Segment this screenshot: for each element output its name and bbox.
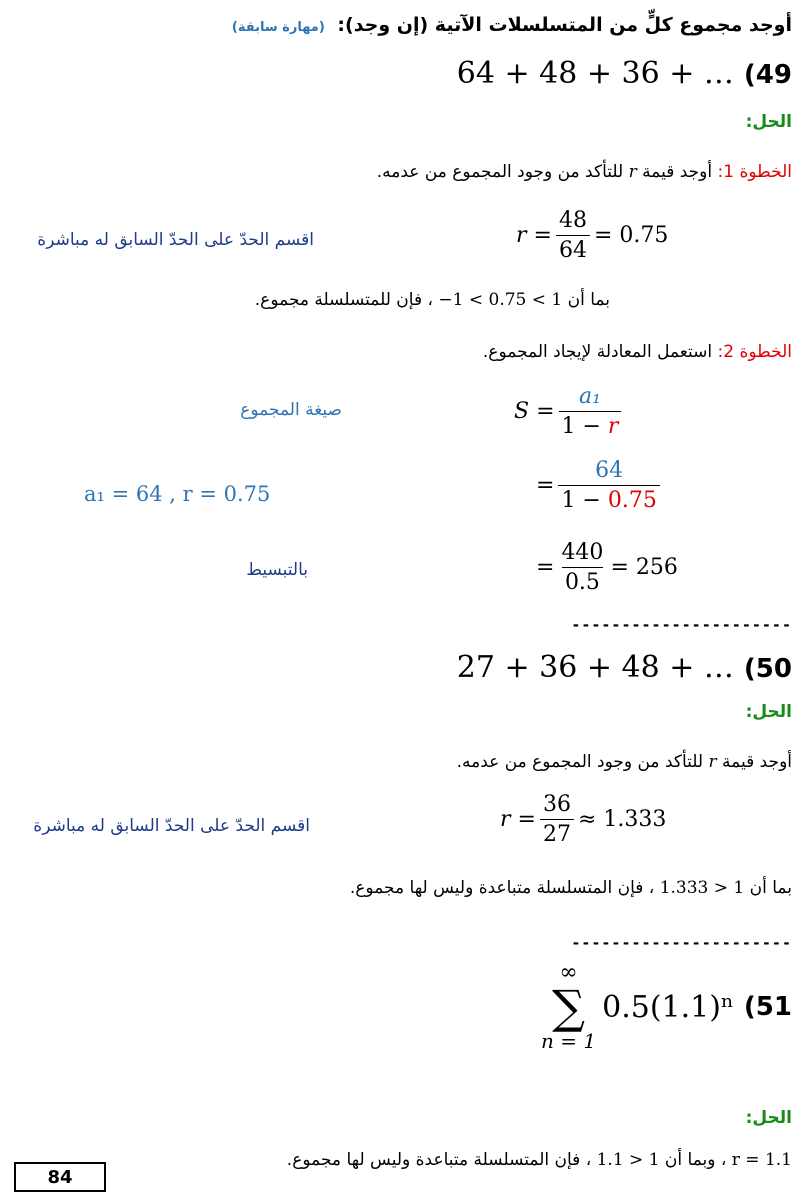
heading-text: أوجد مجموع كلٍّ من المتسلسلات الآتية (إن وجد): [337,14,792,36]
s-denominator [559,411,622,439]
p50-r-numerator: 36 [542,792,571,817]
problem-50-solution-label: الحل: [745,702,792,722]
sigma-notation [541,962,596,1052]
s-lhs: S = [514,399,555,424]
p51-after: ، فإن المتسلسلة متباعدة وليس لها مجموع. [286,1150,592,1170]
p50-intro-variable: r [708,752,717,772]
sigma-symbol: ∑ [552,980,585,1034]
p50-cond-before: بما أن [749,878,792,898]
problem-50-series [457,650,792,685]
exercise-heading [232,14,792,36]
step1-variable: r [628,162,637,182]
substitution: = $\frac{64}{1 - 0.75}$ [536,458,664,513]
prior-skill-tag: (مهارة سابقة) [231,20,325,35]
p50-cond-math: 1.333 > 1 [659,878,745,898]
sigma-lower-limit: n = 1 [541,1029,597,1053]
step1-before: أوجد قيمة [642,162,713,182]
step2-text: استعمل المعادلة لإيجاد المجموع. [482,342,713,362]
s-den-one: 1 − [561,414,608,439]
r-fraction [556,208,590,263]
p50-intro-after: للتأكد من وجود المجموع من عدمه. [456,752,704,772]
p50-r-fraction [540,792,574,847]
divider-2: ---------------------- [571,934,792,952]
sub-den-one: 1 − [561,488,608,513]
problem-49-solution-label: الحل: [745,112,792,132]
problem-49-number: (49 [743,60,792,90]
sigma-upper-limit: ∞ [559,960,578,985]
p51-cond-math: 1.1 > 1 [596,1150,660,1170]
page-number: 84 [47,1166,73,1188]
simp-rhs: = 256 [610,555,678,580]
p50-r-denominator: 27 [540,819,574,847]
problem-50-number: (50 [743,654,792,684]
sub-denominator [558,485,659,513]
simp-denominator: 0.5 [562,567,603,595]
cond-after: ، فإن للمتسلسلة مجموع. [254,290,433,310]
problem-50-r-note: اقسم الحدّ على الحدّ السابق له مباشرة [33,816,310,836]
cond-before: بما أن [567,290,610,310]
s-fraction [559,384,622,439]
s-den-r: r [607,414,619,439]
cond-math: −1 < 0.75 < 1 [438,290,563,310]
problem-51-solution-label: الحل: [745,1108,792,1128]
sub-fraction [558,458,659,513]
substitution-note: a₁ = 64 , r = 0.75 [84,482,271,506]
simplification-note: بالتبسيط [246,560,308,580]
step1-label: الخطوة 1: [717,162,792,182]
sub-numerator: 64 [595,458,624,483]
sub-den-r: 0.75 [607,488,657,513]
problem-50-expression: 27 + 36 + 48 + … [456,650,734,685]
problem-49-condition [255,290,610,310]
problem-50-condition [350,878,792,898]
p50-r-rhs: ≈ 1.333 [577,807,667,832]
problem-51-number: (51 [743,992,792,1022]
step1-after: للتأكد من وجود المجموع من عدمه. [376,162,624,182]
problem-51-series [541,962,792,1052]
problem-51-expression: 0.5(1.1)ⁿ [602,989,734,1025]
page-number-box [14,1162,106,1192]
divider-1: ---------------------- [571,616,792,634]
problem-49-r-note: اقسم الحدّ على الحدّ السابق له مباشرة [37,230,314,250]
r-lhs: r = [516,223,552,248]
p51-mid: ، وبما أن [664,1150,727,1170]
problem-51-conclusion [287,1150,792,1170]
step2-label: الخطوة 2: [717,342,792,362]
p50-r-lhs: r = [500,807,536,832]
p50-intro-before: أوجد قيمة [722,752,792,772]
r-denominator: 64 [556,235,590,263]
problem-49-r-equation [516,208,668,263]
r-numerator: 48 [558,208,587,233]
problem-49-step2 [483,342,792,362]
p51-r-value: r = 1.1 [731,1150,792,1170]
simp-numerator: 440 [561,540,604,565]
problem-49-step1 [377,162,792,182]
problem-49-expression: 64 + 48 + 36 + … [456,56,734,91]
sum-formula [514,384,625,439]
problem-50-intro [457,752,792,772]
simp-fraction [558,540,606,595]
s-numerator: a₁ [579,384,601,409]
simplification: = $\frac{440}{0.5}$ = 256 [536,540,678,595]
problem-49-series [457,56,792,91]
r-rhs: = 0.75 [593,223,669,248]
sum-formula-note: صيغة المجموع [240,400,342,420]
p50-cond-after: ، فإن المتسلسلة متباعدة وليس لها مجموع. [349,878,655,898]
problem-50-r-equation [500,792,666,847]
